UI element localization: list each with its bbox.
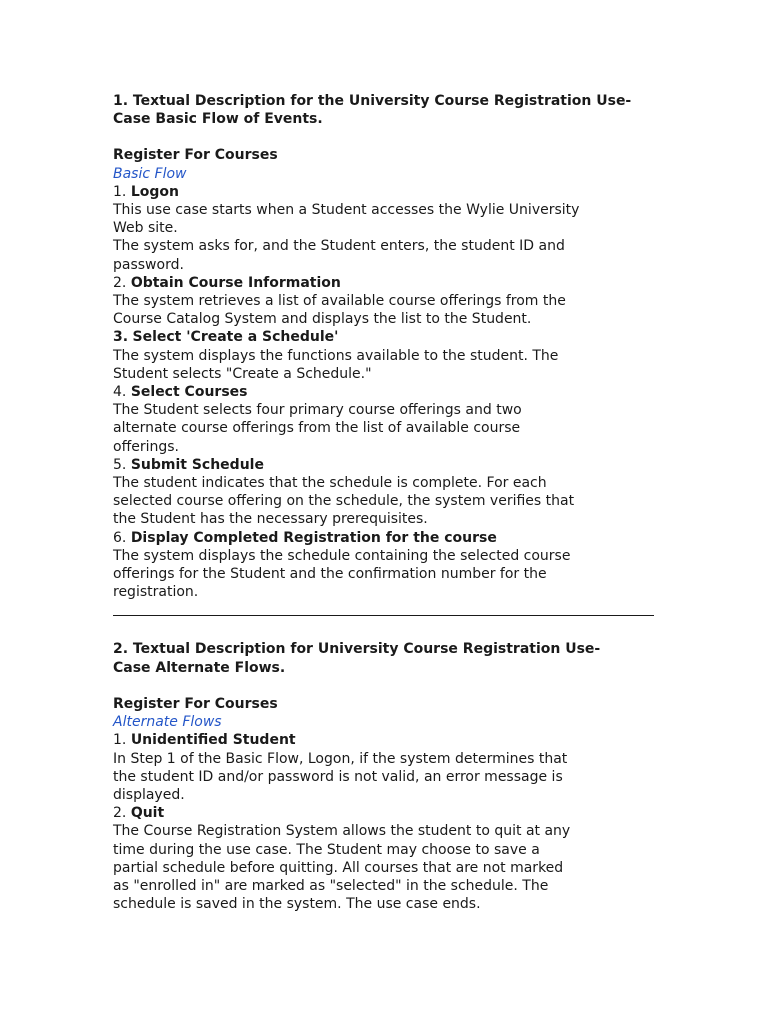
step-paragraph: The system displays the functions available to the student. The Student selects "Create a Schedule." — [113, 347, 559, 382]
step-heading — [113, 456, 588, 474]
step-title: Logon — [130, 183, 179, 200]
step-description — [113, 750, 583, 805]
step-description — [113, 347, 588, 383]
step-title: Select Courses — [130, 384, 248, 401]
step-item — [113, 274, 588, 329]
step-number: 1. — [113, 183, 127, 200]
flow-label: Basic Flow — [113, 165, 187, 182]
step-item — [113, 328, 588, 383]
step-heading — [113, 183, 588, 201]
step-description — [113, 474, 588, 529]
step-heading — [113, 731, 583, 749]
step-number: 6. — [113, 529, 127, 546]
step-description — [113, 547, 588, 602]
step-paragraph: In Step 1 of the Basic Flow, Logon, if the system determines that the student ID and/or password is not valid, an error message is displayed. — [113, 750, 568, 803]
step-description — [113, 401, 588, 456]
step-title: Display Completed Registration for the course — [130, 529, 497, 546]
step-heading — [113, 274, 588, 292]
section-title: 2. Textual Description for University Course Registration Use-Case Alternate Flows. — [113, 641, 601, 676]
section-alternate-flows — [113, 640, 673, 913]
step-number: 4. — [113, 384, 127, 401]
use-case-name: Register For Courses — [113, 147, 278, 164]
step-paragraph: The system displays the schedule containing the selected course offerings for the Student and the confirmation number for the registration. — [113, 547, 571, 601]
step-heading — [113, 328, 588, 346]
step-heading — [113, 529, 588, 547]
step-number: 2. — [113, 805, 127, 822]
step-title: Submit Schedule — [130, 456, 264, 473]
step-description — [113, 292, 588, 328]
step-item — [113, 731, 583, 804]
step-item — [113, 529, 588, 602]
step-paragraph: The Course Registration System allows the student to quit at any time during the use case. The Student may choose to save a partial schedule before quitting. All courses that are not marked as "enrolled in" are marked as "selected" in the schedule. The schedule is saved in the system. The use case ends. — [113, 823, 571, 913]
step-title: Select 'Create a Schedule' — [132, 329, 339, 346]
step-heading — [113, 383, 588, 401]
step-paragraph: The system asks for, and the Student enters, the student ID and password. — [113, 238, 565, 273]
section-divider — [113, 615, 654, 616]
step-heading — [113, 804, 583, 822]
step-title: Quit — [130, 805, 165, 822]
section-basic-flow — [113, 92, 673, 601]
step-list — [113, 183, 588, 602]
step-paragraph: This use case starts when a Student accesses the Wylie University Web site. — [113, 202, 580, 237]
step-title: Unidentified Student — [130, 732, 296, 749]
step-paragraph: The student indicates that the schedule is complete. For each selected course offering on the schedule, the system verifies that the Student has the necessary prerequisites. — [113, 475, 575, 528]
step-paragraph: The Student selects four primary course offerings and two alternate course offerings from the list of available course offerings. — [113, 402, 522, 455]
step-item — [113, 804, 583, 913]
step-paragraph: The system retrieves a list of available course offerings from the Course Catalog System and displays the list to the Student. — [113, 293, 566, 328]
step-number: 5. — [113, 456, 127, 473]
document-page — [113, 92, 673, 913]
step-item — [113, 183, 588, 274]
step-number: 3. — [113, 329, 129, 346]
step-number: 1. — [113, 732, 127, 749]
step-item — [113, 456, 588, 529]
step-item — [113, 383, 588, 456]
step-number: 2. — [113, 274, 127, 291]
flow-label: Alternate Flows — [113, 714, 222, 731]
section-title: 1. Textual Description for the University Course Registration Use-Case Basic Flow of Events. — [113, 93, 632, 128]
step-list — [113, 731, 583, 913]
step-description — [113, 201, 588, 274]
step-description — [113, 822, 583, 913]
use-case-name: Register For Courses — [113, 695, 278, 712]
step-title: Obtain Course Information — [130, 274, 341, 291]
